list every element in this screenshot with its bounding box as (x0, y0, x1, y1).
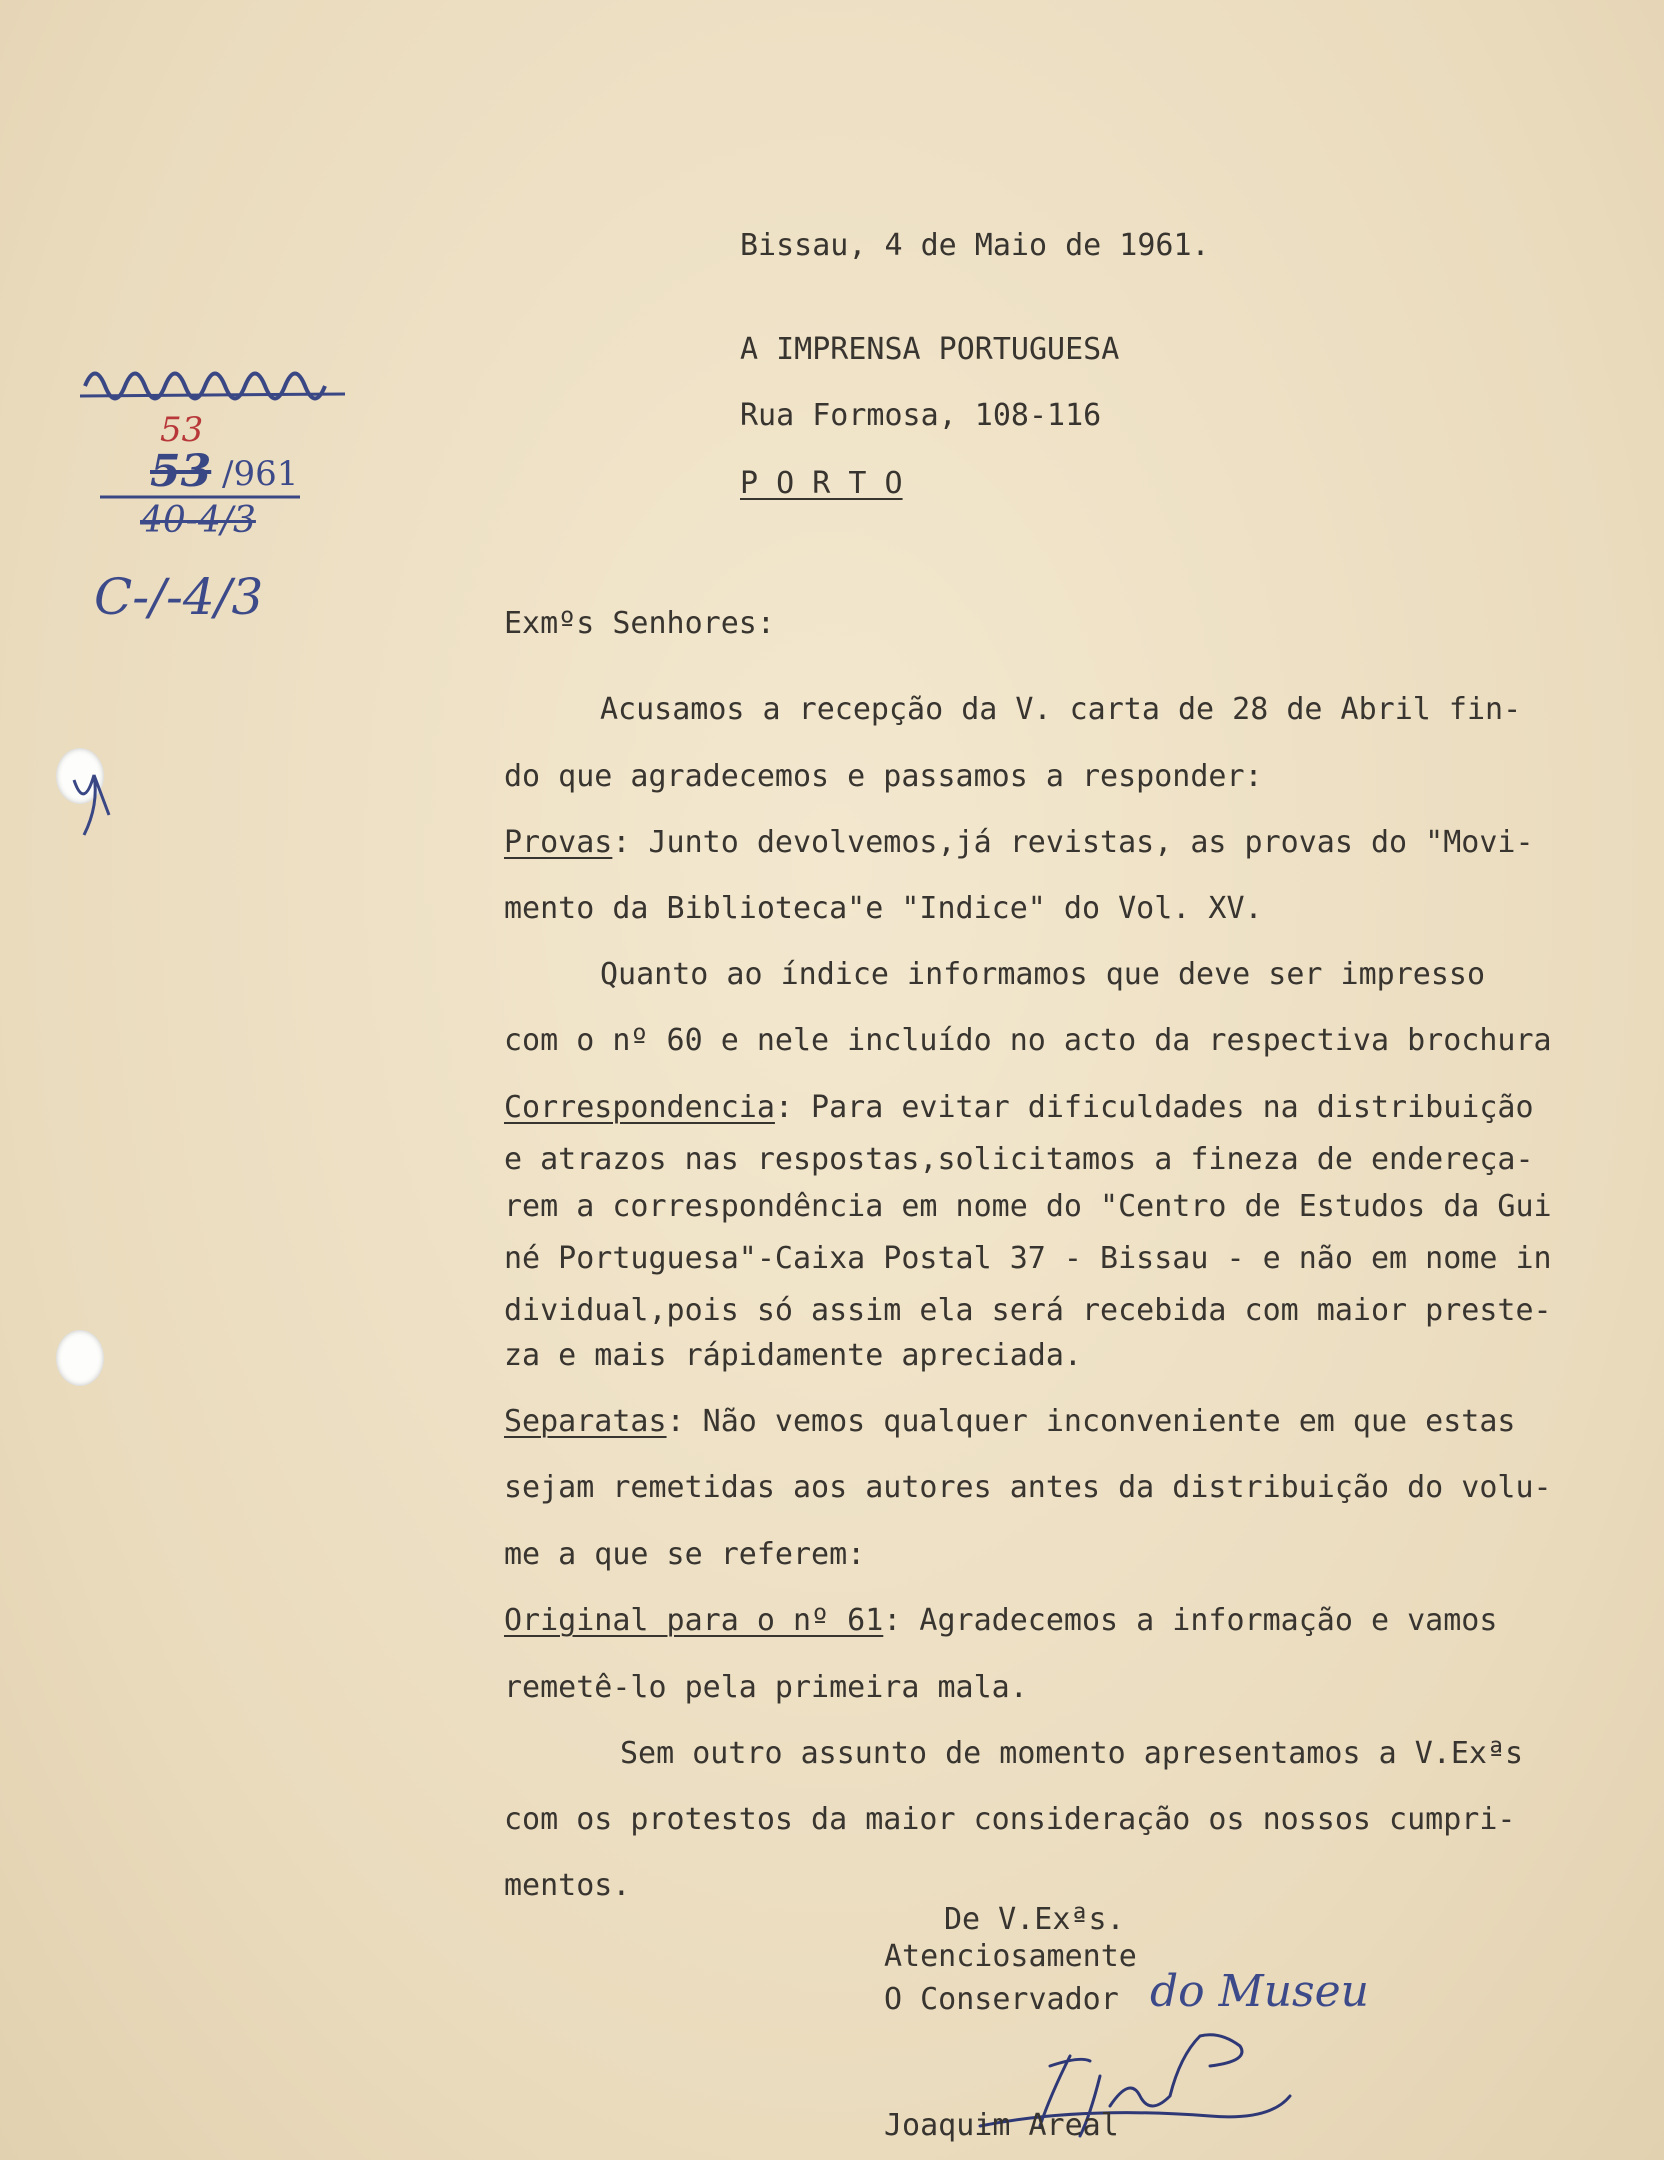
ref-number-new: 53 (160, 410, 204, 450)
scribbled-out-text (80, 356, 350, 406)
section-heading-original: Original para o nº 61 (504, 1603, 884, 1638)
closing-atenciosamente: Atenciosamente (884, 1939, 1137, 1974)
body-line: e atrazos nas respostas,solicitamos a fineza de endereça- (504, 1142, 1534, 1177)
body-line: Sem outro assunto de momento apresentamos a V.Exªs (620, 1736, 1524, 1771)
classification-note: C-/-4/3 (94, 568, 264, 626)
body-line: do que agradecemos e passamos a responder: (504, 759, 1263, 794)
body-line: né Portuguesa"-Caixa Postal 37 - Bissau - e não em nome in (504, 1241, 1552, 1276)
body-line: Separatas: Não vemos qualquer inconveniente em que estas (504, 1404, 1516, 1439)
body-line: sejam remetidas aos autores antes da distribuição do volu- (504, 1470, 1552, 1505)
body-line: Provas: Junto devolvemos,já revistas, as provas do "Movi- (504, 825, 1534, 860)
signer-name: Joaquim Areal (884, 2108, 1119, 2143)
body-line: Quanto ao índice informamos que deve ser impresso (600, 957, 1486, 992)
ref-year: /961 (222, 454, 299, 494)
closing-regards: De V.Exªs. (944, 1902, 1125, 1937)
body-line: mento da Biblioteca"e "Indice" do Vol. XV. (504, 891, 1263, 926)
body-line: com os protestos da maior consideração os nossos cumpri- (504, 1802, 1516, 1837)
body-line: me a que se referem: (504, 1537, 866, 1572)
margin-tick-mark (64, 760, 124, 850)
body-line: dividual,pois só assim ela será recebida com maior preste- (504, 1293, 1552, 1328)
body-line: rem a correspondência em nome do "Centro de Estudos da Gui (504, 1189, 1552, 1224)
body-line: com o nº 60 e nele incluído no acto da respectiva brochura (504, 1023, 1552, 1058)
body-line: remetê-lo pela primeira mala. (504, 1670, 1028, 1705)
body-line: za e mais rápidamente apreciada. (504, 1338, 1082, 1373)
date-line: Bissau, 4 de Maio de 1961. (740, 228, 1210, 263)
salutation: Exmºs Senhores: (504, 606, 775, 641)
section-heading-correspondencia: Correspondencia (504, 1090, 775, 1125)
section-heading-provas: Provas (504, 825, 613, 860)
body-line: Correspondencia: Para evitar dificuldades na distribuição (504, 1090, 1534, 1125)
punch-hole-bottom (56, 1330, 104, 1386)
recipient-street: Rua Formosa, 108-116 (740, 398, 1102, 433)
body-line: Original para o nº 61: Agradecemos a informação e vamos (504, 1603, 1498, 1638)
closing-title: O Conservador (884, 1982, 1119, 2017)
recipient-city: P O R T O (740, 466, 903, 501)
body-line: Acusamos a recepção da V. carta de 28 de Abril fin- (600, 692, 1522, 727)
section-heading-separatas: Separatas (504, 1404, 667, 1439)
recipient-name: A IMPRENSA PORTUGUESA (740, 332, 1120, 367)
ref-number-struck: 53 (150, 446, 212, 497)
ref-code: 40-4/3 (140, 500, 256, 541)
body-line: mentos. (504, 1868, 631, 1903)
handwritten-addition: do Museu (1150, 1966, 1369, 2017)
